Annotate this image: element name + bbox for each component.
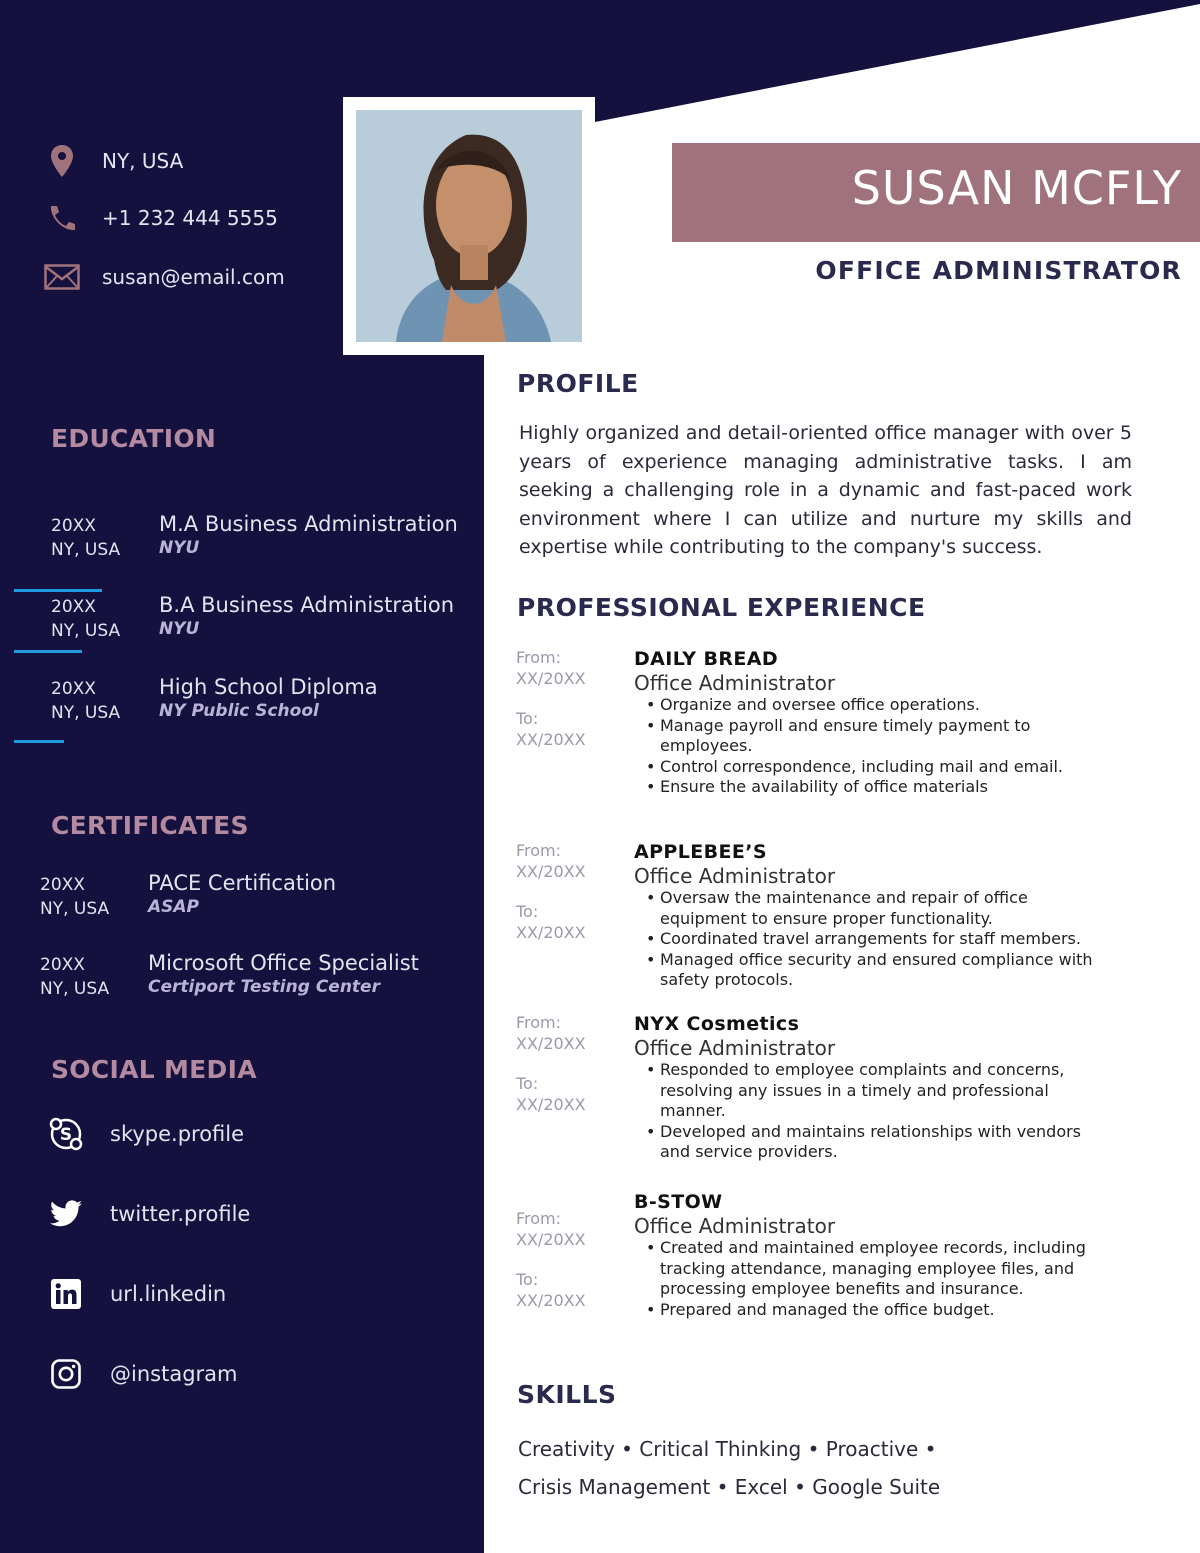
education-school: NYU xyxy=(159,619,200,639)
accent-divider xyxy=(14,740,64,743)
location-pin-icon xyxy=(44,146,80,176)
twitter-icon xyxy=(48,1196,84,1232)
responsibility-item: • Responded to employee complaints and concerns, resolving any issues in a timely and professional manner. xyxy=(644,1060,1094,1122)
candidate-name: SUSAN MCFLY xyxy=(851,161,1182,215)
certificate-issuer: Certiport Testing Center xyxy=(148,977,380,997)
certificate-name: Microsoft Office Specialist xyxy=(148,951,419,975)
svg-text:S: S xyxy=(59,1125,73,1145)
company-name: DAILY BREAD xyxy=(634,648,779,670)
instagram-label: @instagram xyxy=(110,1362,238,1386)
experience-dates: From: XX/20XX To: XX/20XX xyxy=(516,1013,586,1114)
envelope-icon xyxy=(44,262,80,292)
linkedin-label: url.linkedin xyxy=(110,1282,227,1306)
profile-summary: Highly organized and detail-oriented office manager with over 5 years of experience managing administrative tasks. I am seeking a challenging role in a dynamic and fast-paced work environment where I can utilize and nurture my skills and expertise while contributing to the company's success. xyxy=(519,422,1132,558)
job-role: Office Administrator xyxy=(634,671,836,695)
responsibility-item: • Prepared and managed the office budget. xyxy=(644,1300,1094,1321)
skills-heading: SKILLS xyxy=(517,1380,617,1409)
profile-photo-frame xyxy=(343,97,595,355)
location-text: NY, USA xyxy=(102,149,184,173)
education-degree: High School Diploma xyxy=(159,675,378,699)
certificate-name: PACE Certification xyxy=(148,871,337,895)
education-school: NY Public School xyxy=(159,701,319,721)
education-dates: 20XX NY, USA xyxy=(51,516,121,560)
responsibility-list xyxy=(644,1060,1094,1163)
job-title: OFFICE ADMINISTRATOR xyxy=(815,256,1182,285)
certificates-heading: CERTIFICATES xyxy=(51,811,249,840)
education-degree: B.A Business Administration xyxy=(159,593,455,617)
job-role: Office Administrator xyxy=(634,1214,836,1238)
education-degree: M.A Business Administration xyxy=(159,512,458,536)
contact-email xyxy=(44,262,285,292)
social-item-linkedin[interactable] xyxy=(48,1276,226,1312)
responsibility-list xyxy=(644,695,1094,798)
accent-divider xyxy=(14,650,82,653)
education-dates: 20XX NY, USA xyxy=(51,597,121,641)
skype-label: skype.profile xyxy=(110,1122,245,1146)
social-media-heading: SOCIAL MEDIA xyxy=(51,1055,257,1084)
responsibility-list xyxy=(644,1238,1094,1320)
experience-heading: PROFESSIONAL EXPERIENCE xyxy=(517,593,926,622)
phone-icon xyxy=(44,203,80,233)
company-name: APPLEBEE’S xyxy=(634,841,767,863)
experience-dates: From: XX/20XX To: XX/20XX xyxy=(516,841,586,942)
instagram-icon xyxy=(48,1356,84,1392)
accent-divider xyxy=(14,589,102,592)
certificate-issuer: ASAP xyxy=(148,897,200,917)
profile-heading: PROFILE xyxy=(517,369,639,398)
social-item-twitter[interactable] xyxy=(48,1196,250,1232)
phone-text: +1 232 444 5555 xyxy=(102,206,278,230)
responsibility-item: • Organize and oversee office operations. xyxy=(644,695,1094,716)
responsibility-list xyxy=(644,888,1094,991)
responsibility-item: • Managed office security and ensured compliance with safety protocols. xyxy=(644,950,1094,991)
experience-dates: From: XX/20XX To: XX/20XX xyxy=(516,648,586,749)
name-banner xyxy=(672,143,1200,242)
certificate-dates: 20XX NY, USA xyxy=(40,875,110,919)
profile-photo xyxy=(356,110,582,342)
social-item-instagram[interactable] xyxy=(48,1356,237,1392)
skills-list: Creativity • Critical Thinking • Proactive • Crisis Management • Excel • Google Suite xyxy=(518,1437,941,1499)
education-school: NYU xyxy=(159,538,200,558)
education-heading: EDUCATION xyxy=(51,424,217,453)
twitter-label: twitter.profile xyxy=(110,1202,251,1226)
job-role: Office Administrator xyxy=(634,864,836,888)
company-name: B-STOW xyxy=(634,1191,723,1213)
responsibility-item: • Ensure the availability of office materials xyxy=(644,777,1094,798)
company-name: NYX Cosmetics xyxy=(634,1013,800,1035)
skype-icon xyxy=(48,1116,84,1152)
linkedin-icon xyxy=(48,1276,84,1312)
contact-location xyxy=(44,146,183,176)
email-text[interactable]: susan@email.com xyxy=(102,265,285,289)
certificate-dates: 20XX NY, USA xyxy=(40,955,110,999)
social-item-skype[interactable] xyxy=(48,1116,244,1152)
responsibility-item: • Coordinated travel arrangements for staff members. xyxy=(644,929,1094,950)
responsibility-item: • Created and maintained employee records, including tracking attendance, managing employee files, and processing employee benefits and insurance. xyxy=(644,1238,1094,1300)
responsibility-item: • Oversaw the maintenance and repair of office equipment to ensure proper functionality. xyxy=(644,888,1094,929)
education-dates: 20XX NY, USA xyxy=(51,679,121,723)
responsibility-item: • Manage payroll and ensure timely payment to employees. xyxy=(644,716,1094,757)
experience-dates: From: XX/20XX To: XX/20XX xyxy=(516,1209,586,1310)
responsibility-item: • Control correspondence, including mail and email. xyxy=(644,757,1094,778)
job-role: Office Administrator xyxy=(634,1036,836,1060)
responsibility-item: • Developed and maintains relationships with vendors and service providers. xyxy=(644,1122,1094,1163)
header-band xyxy=(0,0,1200,130)
contact-phone xyxy=(44,203,278,233)
